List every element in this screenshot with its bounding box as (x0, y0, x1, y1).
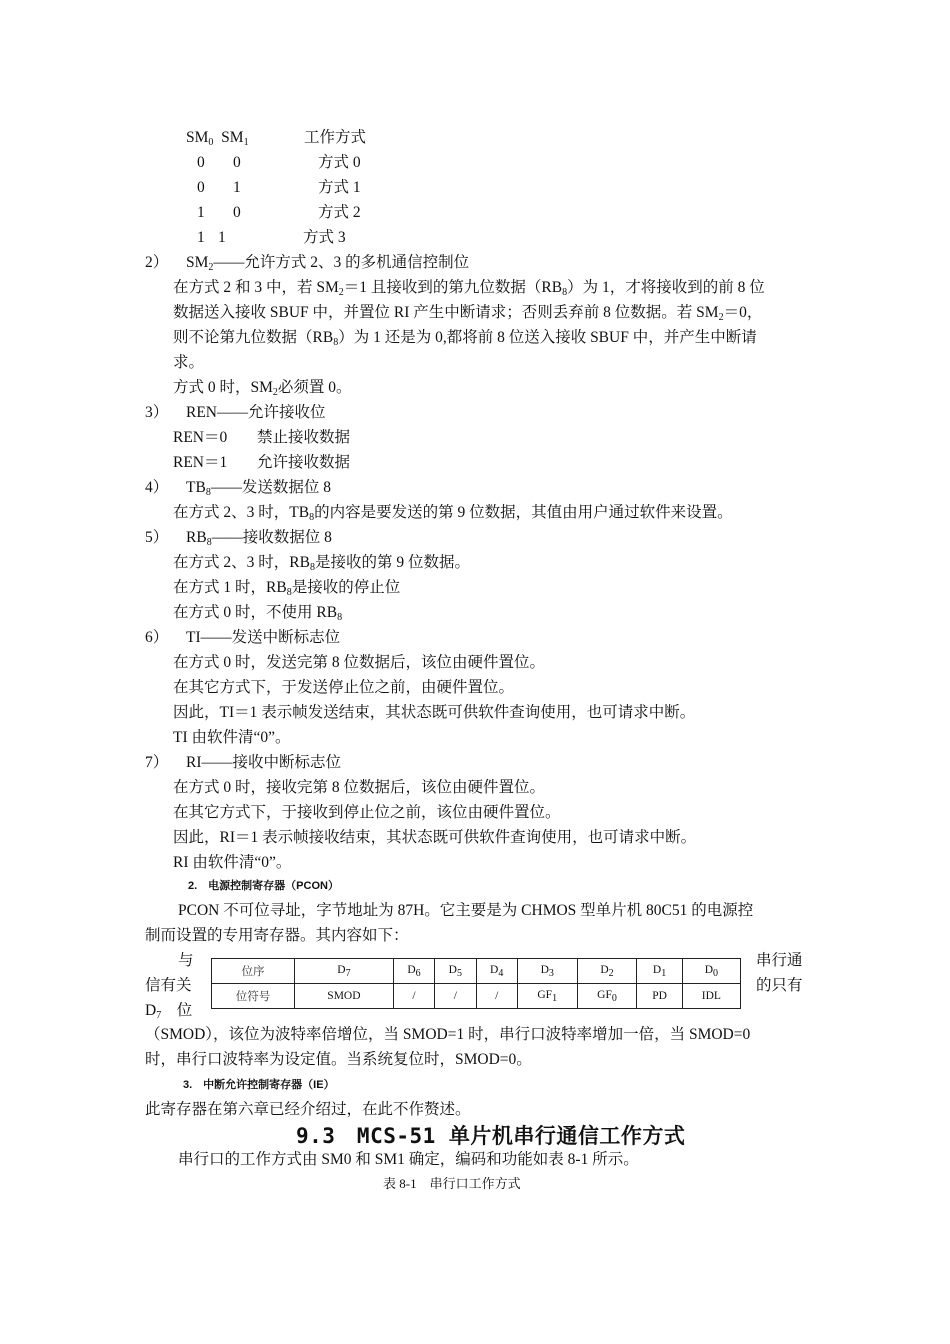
sm2-para-line-1: 在方式 2 和 3 中，若 $SM_2=1$ 且接收到的第九位数据$(RB_8)$为 1，才将接收到的前 8 位 (173, 279, 765, 298)
ie-para: 此寄存器在第六章已经介绍过，在此不作赘述。 (145, 1101, 471, 1118)
pcon-wrap-right-2: 的只有 (756, 977, 803, 994)
pcon-wrap-right-1: 串行通 (756, 952, 803, 969)
pcon-bit-pos: D7 (295, 959, 394, 984)
item-number-2: 2） (145, 254, 169, 271)
pcon-wrap-left-3: $D_7$ 位 (145, 1002, 193, 1021)
ti-desc-1: 在方式 0 时，发送完第 8 位数据后，该位由硬件置位。 (173, 654, 546, 671)
ri-desc-3: 因此，RI＝1 表示帧接收结束，其状态既可供软件查询使用，也可请求中断。 (173, 829, 697, 846)
pcon-bit-pos: D6 (393, 959, 434, 984)
mode-row-2-mode: 方式 2 (318, 204, 361, 221)
item-number-3: 3） (145, 404, 169, 421)
ren-1-value: REN＝1 (173, 454, 228, 471)
ie-heading: 3. 中断允许控制寄存器（IE） (183, 1079, 335, 1091)
pcon-bit-sym: PD (637, 984, 682, 1009)
sm2-mode0-note: 方式 0 时，$SM_2$必须置 0。 (173, 379, 352, 398)
pcon-wrap-left-1: 与 (178, 952, 194, 969)
item-number-4: 4） (145, 479, 169, 496)
ri-desc-2: 在其它方式下，于接收到停止位之前，该位由硬件置位。 (173, 804, 561, 821)
mode-row-0-a: 0 (197, 154, 205, 171)
rb8-desc-2: 在方式 1 时，$RB_8$是接收的停止位 (173, 579, 401, 598)
ri-desc-1: 在方式 0 时，接收完第 8 位数据后，该位由硬件置位。 (173, 779, 546, 796)
pcon-row-label: 位符号 (212, 984, 295, 1009)
pcon-row-label: 位序 (212, 959, 295, 984)
pcon-bit-sym: / (393, 984, 434, 1009)
rb8-desc-3: 在方式 0 时，不使用 $RB_8$ (173, 604, 343, 623)
pcon-after-line-2: 时，串行口波特率为设定值。当系统复位时，SMOD=0。 (145, 1051, 532, 1068)
pcon-heading: 2. 电源控制寄存器（PCON） (188, 880, 339, 892)
tb8-title: $TB_8——$发送数据位 8 (186, 479, 331, 498)
pcon-bit-pos: D5 (435, 959, 476, 984)
mode-row-3-a: 1 (197, 229, 205, 246)
pcon-bit-pos: D4 (476, 959, 517, 984)
pcon-bit-sym: / (435, 984, 476, 1009)
ren-title: REN——允许接收位 (186, 404, 326, 421)
sm2-para-line-3: 则不论第九位数据$(RB_8)$为 1 还是为 0,都将前 8 位送入接收 SBUF 中，并产生中断请 (173, 329, 757, 348)
mode-row-2-b: 0 (233, 204, 241, 221)
ren-1-desc: 允许接收数据 (257, 454, 351, 471)
ri-desc-4: RI 由软件清“0”。 (173, 854, 292, 871)
ti-desc-4: TI 由软件清“0”。 (173, 729, 291, 746)
sm2-title: $SM_2——$允许方式 2、3 的多机通信控制位 (186, 254, 470, 273)
pcon-para-line-1: PCON 不可位寻址，字节地址为 87H。它主要是为 CHMOS 型单片机 80C51 的电源控 (178, 902, 754, 919)
ti-desc-2: 在其它方式下，于发送停止位之前，由硬件置位。 (173, 679, 515, 696)
pcon-bit-sym: / (476, 984, 517, 1009)
mode-row-1-b: 1 (233, 179, 241, 196)
mode-row-2-a: 1 (197, 204, 205, 221)
ti-desc-3: 因此，TI＝1 表示帧发送结束，其状态既可供软件查询使用，也可请求中断。 (173, 704, 696, 721)
tb8-desc: 在方式 2、3 时，$TB_8$的内容是要发送的第 9 位数据，其值由用户通过软件来设置。 (173, 504, 733, 523)
pcon-bit-sym: IDL (682, 984, 740, 1009)
sm2-para-line-2: 数据送入接收 SBUF 中，并置位 RI 产生中断请求；否则丢弃前 8 位数据。若 $SM_2=0$， (173, 304, 763, 323)
mode-row-1-mode: 方式 1 (318, 179, 361, 196)
item-number-6: 6） (145, 629, 169, 646)
pcon-bit-sym: GF1 (517, 984, 577, 1009)
pcon-bit-pos: D3 (517, 959, 577, 984)
ren-0-desc: 禁止接收数据 (257, 429, 351, 446)
rb8-title: $RB_8——$接收数据位 8 (186, 529, 332, 548)
mode-row-0-mode: 方式 0 (318, 154, 361, 171)
table-caption: 表 8-1 串行口工作方式 (383, 1176, 521, 1191)
mode-row-3-mode: 方式 3 (303, 229, 346, 246)
pcon-register-table (211, 958, 741, 1009)
pcon-bit-sym: SMOD (295, 984, 394, 1009)
mode-row-1-a: 0 (197, 179, 205, 196)
section-para: 串行口的工作方式由 SM0 和 SM1 确定，编码和功能如表 8-1 所示。 (178, 1151, 639, 1168)
pcon-wrap-left-2: 信有关 (145, 977, 192, 994)
section-title: 9.3 MCS-51 单片机串行通信工作方式 (296, 1124, 686, 1148)
pcon-bit-pos: D1 (637, 959, 682, 984)
mode-row-3-b: 1 (218, 229, 226, 246)
pcon-bit-pos: D2 (577, 959, 637, 984)
item-number-7: 7） (145, 754, 169, 771)
pcon-after-line-1: （SMOD），该位为波特率倍增位，当 SMOD=1 时，串行口波特率增加一倍，当 SMOD=0 (145, 1026, 751, 1043)
pcon-row-bit-symbol (212, 984, 741, 1009)
ri-title: RI——接收中断标志位 (186, 754, 342, 771)
ren-0-value: REN＝0 (173, 429, 228, 446)
ti-title: TI——发送中断标志位 (186, 629, 341, 646)
mode-header-label: 工作方式 (304, 129, 367, 146)
sm2-para-line-4: 求。 (173, 354, 205, 371)
pcon-row-bit-position (212, 959, 741, 984)
rb8-desc-1: 在方式 2、3 时，$RB_8$是接收的第 9 位数据。 (173, 554, 470, 573)
pcon-bit-sym: GF0 (577, 984, 637, 1009)
pcon-para-line-2: 制而设置的专用寄存器。其内容如下： (145, 927, 409, 944)
mode-table-header: $SM_0$ $SM_1$ (186, 129, 249, 148)
item-number-5: 5） (145, 529, 169, 546)
pcon-bit-pos: D0 (682, 959, 740, 984)
mode-row-0-b: 0 (233, 154, 241, 171)
